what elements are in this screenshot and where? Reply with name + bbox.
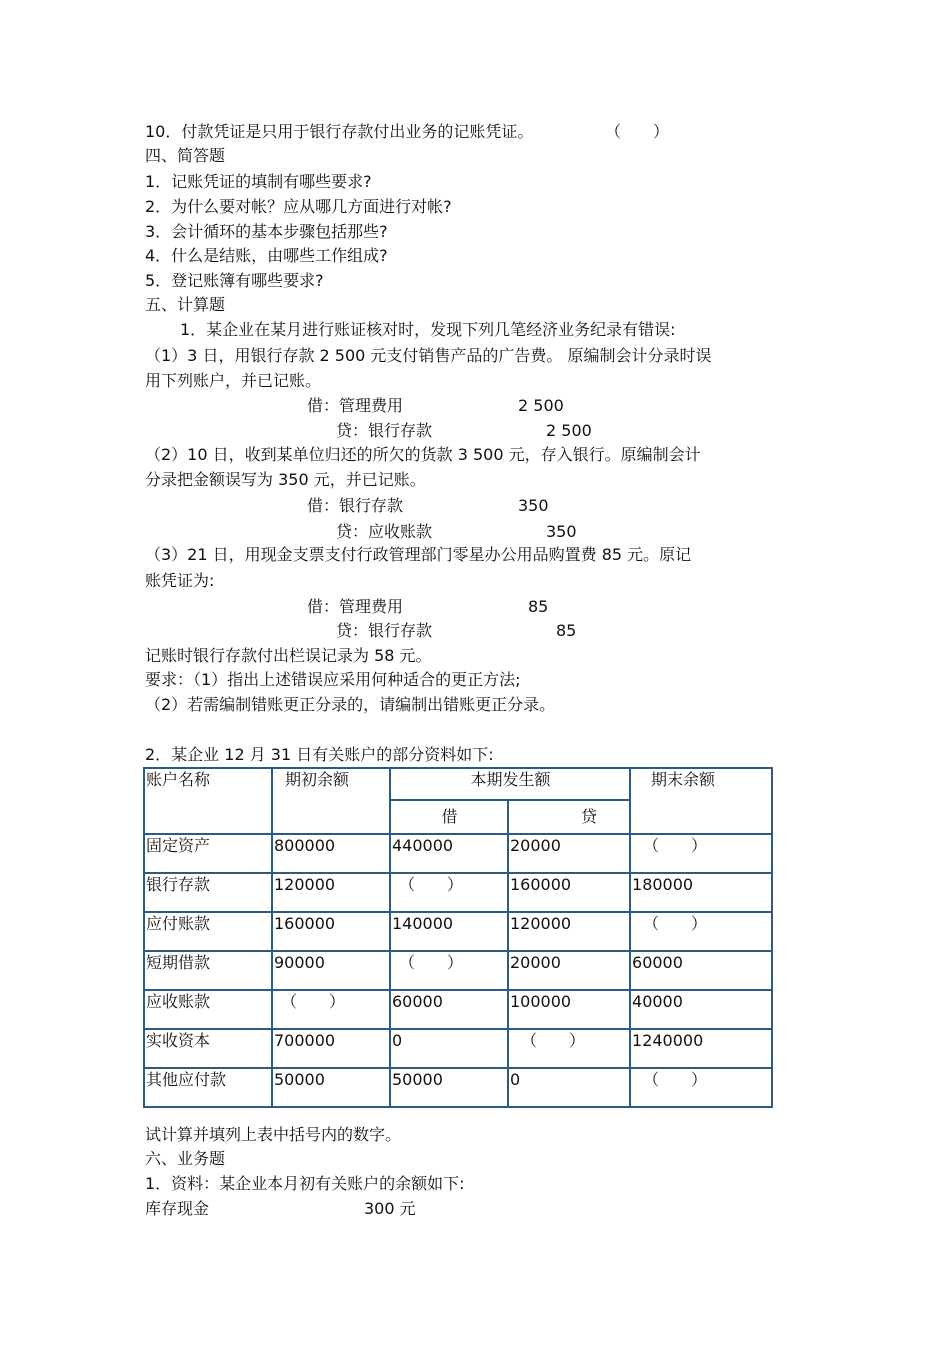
- calc-1-intro: 1．某企业在某月进行账证核对时，发现下列几笔经济业务纪录有错误:: [180, 320, 676, 339]
- calc-2-intro: 2．某企业 12 月 31 日有关账户的部分资料如下:: [145, 745, 494, 764]
- entry-1-debit-account: 借：管理费用: [307, 396, 404, 415]
- calc-1-item-3-line-1: （3）21 日，用现金支票支付行政管理部门零星办公用品购置费 85 元。原记: [145, 545, 692, 564]
- cell-account-name: 实收资本: [144, 1029, 272, 1068]
- calc-1-item-2-line-1: （2）10 日，收到某单位归还的所欠的货款 3 500 元，存入银行。原编制会计: [145, 445, 701, 464]
- entry-1-credit-amount: 2 500: [546, 421, 592, 440]
- calc-1-item-1-line-2: 用下列账户，并已记账。: [145, 371, 322, 390]
- entry-3-debit-account: 借：管理费用: [307, 597, 404, 616]
- business-1-intro: 1．资料：某企业本月初有关账户的余额如下:: [145, 1174, 465, 1193]
- cell-opening: 120000: [272, 873, 390, 912]
- entry-3-debit-amount: 85: [528, 597, 549, 616]
- cell-credit: 0: [508, 1068, 630, 1107]
- short-answer-4: 4．什么是结账，由哪些工作组成?: [145, 246, 388, 265]
- section-4-heading: 四、简答题: [145, 146, 226, 165]
- short-answer-5: 5．登记账簿有哪些要求?: [145, 271, 324, 290]
- cell-debit: 0: [390, 1029, 508, 1068]
- calc-1-item-3-line-2: 账凭证为:: [145, 571, 215, 590]
- header-account-name: 账户名称: [144, 768, 272, 834]
- question-10-blank: （ ）: [605, 122, 670, 141]
- cell-account-name: 银行存款: [144, 873, 272, 912]
- cell-closing: 40000: [630, 990, 772, 1029]
- entry-2-credit-account: 贷：应收账款: [336, 522, 433, 541]
- business-1-account: 库存现金: [145, 1199, 210, 1218]
- cell-debit: 60000: [390, 990, 508, 1029]
- cell-opening: 90000: [272, 951, 390, 990]
- table-header-row: [144, 768, 772, 800]
- section-6-heading: 六、业务题: [145, 1149, 226, 1168]
- calc-1-item-3-line-3: 记账时银行存款付出栏误记录为 58 元。: [145, 646, 432, 665]
- cell-credit: 100000: [508, 990, 630, 1029]
- cell-debit: 50000: [390, 1068, 508, 1107]
- entry-2-debit-account: 借：银行存款: [307, 496, 404, 515]
- entry-2-credit-amount: 350: [546, 522, 577, 541]
- table-row: [144, 912, 772, 951]
- header-closing-balance: 期末余额: [630, 768, 772, 834]
- table-row: [144, 1068, 772, 1107]
- question-10-text: 10．付款凭证是只用于银行存款付出业务的记账凭证。: [145, 122, 534, 141]
- cell-closing: （ ）: [630, 834, 772, 873]
- cell-credit: （ ）: [508, 1029, 630, 1068]
- cell-account-name: 其他应付款: [144, 1068, 272, 1107]
- header-opening-balance: 期初余额: [272, 768, 390, 834]
- cell-closing: 60000: [630, 951, 772, 990]
- header-credit: 贷: [508, 800, 630, 834]
- cell-credit: 160000: [508, 873, 630, 912]
- cell-debit: （ ）: [390, 873, 508, 912]
- short-answer-3: 3．会计循环的基本步骤包括那些?: [145, 222, 388, 241]
- entry-3-credit-account: 贷：银行存款: [336, 621, 433, 640]
- table-row: [144, 834, 772, 873]
- cell-debit: 140000: [390, 912, 508, 951]
- requirement-2: （2）若需编制错账更正分录的，请编制出错账更正分录。: [145, 695, 556, 714]
- cell-account-name: 固定资产: [144, 834, 272, 873]
- cell-credit: 20000: [508, 834, 630, 873]
- cell-opening: （ ）: [272, 990, 390, 1029]
- cell-opening: 800000: [272, 834, 390, 873]
- cell-closing: （ ）: [630, 912, 772, 951]
- entry-2-debit-amount: 350: [518, 496, 549, 515]
- entry-1-debit-amount: 2 500: [518, 396, 564, 415]
- cell-closing: 180000: [630, 873, 772, 912]
- header-debit: 借: [390, 800, 508, 834]
- header-period-amount: 本期发生额: [390, 768, 630, 800]
- cell-opening: 50000: [272, 1068, 390, 1107]
- calc-1-item-2-line-2: 分录把金额误写为 350 元，并已记账。: [145, 470, 426, 489]
- calc-2-instruction: 试计算并填列上表中括号内的数字。: [145, 1125, 402, 1144]
- short-answer-1: 1．记账凭证的填制有哪些要求?: [145, 172, 372, 191]
- section-5-heading: 五、计算题: [145, 295, 226, 314]
- cell-debit: 440000: [390, 834, 508, 873]
- requirement-1: 要求：（1）指出上述错误应采用何种适合的更正方法;: [145, 670, 521, 689]
- cell-account-name: 应收账款: [144, 990, 272, 1029]
- calc-1-item-1-line-1: （1）3 日，用银行存款 2 500 元支付销售产品的广告费。 原编制会计分录时误: [145, 346, 712, 365]
- table-row: [144, 1029, 772, 1068]
- table-row: [144, 990, 772, 1029]
- cell-account-name: 应付账款: [144, 912, 272, 951]
- cell-debit: （ ）: [390, 951, 508, 990]
- cell-account-name: 短期借款: [144, 951, 272, 990]
- cell-opening: 160000: [272, 912, 390, 951]
- short-answer-2: 2．为什么要对帐？应从哪几方面进行对帐?: [145, 197, 452, 216]
- cell-closing: 1240000: [630, 1029, 772, 1068]
- table-row: [144, 873, 772, 912]
- account-balance-table: [143, 767, 773, 1108]
- cell-credit: 20000: [508, 951, 630, 990]
- table-row: [144, 951, 772, 990]
- cell-closing: （ ）: [630, 1068, 772, 1107]
- entry-3-credit-amount: 85: [556, 621, 577, 640]
- business-1-amount: 300 元: [364, 1199, 416, 1218]
- entry-1-credit-account: 贷：银行存款: [336, 421, 433, 440]
- cell-opening: 700000: [272, 1029, 390, 1068]
- cell-credit: 120000: [508, 912, 630, 951]
